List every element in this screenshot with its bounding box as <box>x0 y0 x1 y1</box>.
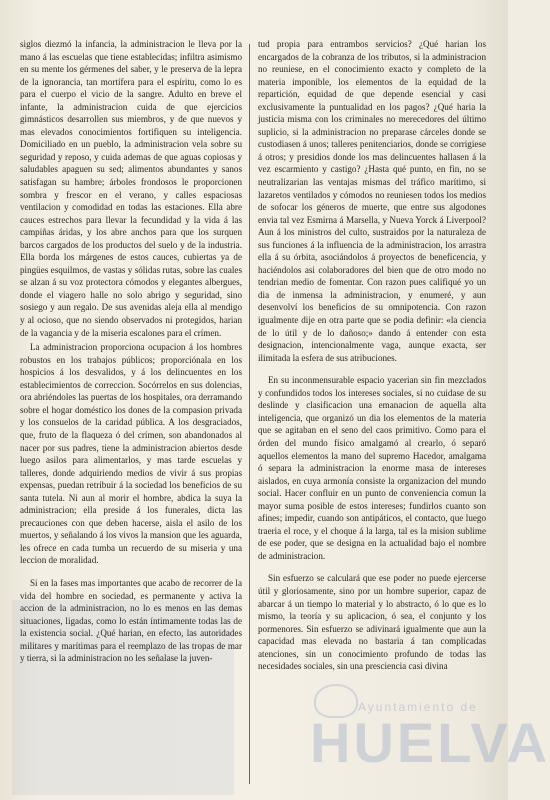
left-paragraph-3: Si en la fases mas importantes que acabo de recorrer de la vida del hombre en sociedad, es permanente y activa la accion de la administracion, no lo es menos en las demas situaciones, ligadas, como lo están íntimamente todas las de la existencia social. ¿Qué harian, en efecto, las autoridades militares y marítimas para el reemplazo de las tropas de mar y tierra, si la administracion no les señalase la juven- <box>20 577 242 664</box>
column-divider <box>249 44 250 784</box>
right-paragraph-1: tud propia para entrambos servicios? ¿Qué harian los encargados de la cobranza de los tributos, si la administracion no reuniese, en el conocimiento exacto y completo de la materia imponible, los elementos de la equidad de la repartición, equidad de que depende esencial y casi exclusivamente la puntualidad en los pagos? ¿Qué haria la justicia misma con los criminales no merecedores del último suplicio, si la administracion no preparase cárceles donde se custodiasen á unos; talleres penitenciarios, donde se corrigiese á otros; y presidios donde los mas delincuentes hallasen á la vez escarmiento y castigo? ¿Hasta qué punto, en fin, no se neutralizarian las ventajas mismas del tráfico marítimo, si lazaretos ventilados y cómodos no reuniesen todos los medios de sofocar los géneros de muerte, que entre sus algodones envia tal vez Esmirna á Marsella, y Nueva Yorck á Liverpool? Aun á los ministros del culto, sustraidos por la naturaleza de sus funciones á la influencia de la administracion, los arrastra ella á su órbita, asociándolos á proyectos de beneficencia, y haciéndolos asi colaboradores del bien que de otro modo no tendrian medio de fomentar. Con razon pues califiqué yo un dia de inmensa la administracion, y enumeré, y aun desenvolví los beneficios de su omnipotencia. Con razon igualmente dije en otra parte que se podia definir: «la ciencia de lo útil y de lo dañoso;» dando á entender con esta designacion, intencionalmente vaga, aunque exacta, ser ilimitada la esfera de sus atribuciones. <box>258 39 486 363</box>
right-paragraph-3: Sin esfuerzo se calculará que ese poder no puede ejercerse útil y gloriosamente, sino por un hombre superior, capaz de abarcar á un tiempo lo material y lo abstracto, ó lo que es lo mismo, la teoría y su aplicacion, ó sea, el conjunto y los pormenores. Sin esfuerzo se adivinará igualmente que aun la capacidad mas elevada no bastaria á tan complicadas atenciones, sin un conocimiento profundo de todas las necesidades sociales, sin una presciencia casi divina <box>258 573 486 672</box>
watermark-seal-icon <box>314 684 358 718</box>
watermark-big-text: HUELVA <box>310 711 550 774</box>
right-column <box>258 38 486 673</box>
left-paragraph-2: La administracion proporciona ocupacion á los hombres robustos en los trabajos públicos; proporciónala en los hospicios á los desvalidos, y á los delincuentes en los establecimientos de correccion. Socórrelos en sus dolencias, ora abriéndoles las puertas de los hospitales, ora derramando sobre el hogar doméstico los dones de la compasion privada y los consuelos de la caridad pública. A los desgraciados, que, fruto de la flaqueza ó del crímen, son abandonados al nacer por sus padres, tiene la administracion abiertos desde luego asilos para alimentarlos, y mas tarde escuelas y talleres, donde adquiriendo medios de vivir á sus propias expensas, puedan retribuir á la sociedad los beneficios de su santa tutela. Ni aun al morir el hombre, abdica la suya la administracion; ella preside á los funerales, dicta las precauciones con que deben hacerse, aisla el asilo de los muertos, y señalando á los vivos la mansion que les aguarda, les ofrece en cada tumba un recuerdo de su miseria y una leccion de moralidad. <box>20 342 242 566</box>
watermark-logo <box>300 692 550 792</box>
watermark-small-text: Ayuntamiento de <box>358 700 478 714</box>
right-paragraph-2: En su inconmensurable espacio yacerian sin fin mezclados y confundidos todos los intereses sociales, si no cuidase de su deslinde y clasificacion una emanacion de aquella alta inteligencia, que organizó un dia los elementos de la materia que se agitaban en el seno del caos primitivo. Como para el órden del mundo físico amalgamó al crearlo, ó separó aquellos elementos la mano del supremo Hacedor, amalgama ó separa la administracion la enorme masa de intereses aislados, en cuya armonía consiste la organizacion del mundo social. Hacer confluir en un punto de conveniencia comun la mayor suma posible de estos intereses; fundirlos cuanto son afines; impedir, cuando son antipáticos, el contacto, que luego traeria el roce, y el choque á la larga, tal es la mision sublime de ese poder, que se designa en la actualidad bajo el nombre de administracion. <box>258 375 486 561</box>
left-paragraph-1: siglos diezmó la infancia, la administracion le lleva por la mano á las escuelas que tiene establecidas; infiltra asimismo en su mente los gérmenes del saber, y le preserva de la lepra de la ignorancia, tan mortífera para el espíritu, como lo es para el cuerpo el vicio de la sangre. Adulto en breve el infante, la administracion cuida de que ejercicios gimnásticos desarrollen sus miembros, y de que nuevos y mas elevados conocimientos fortifiquen su inteligencia. Domiciliado en un pueblo, la administracion vela sobre su seguridad y reposo, y cuida ademas de que aguas copiosas y saludables apaguen su sed; alimentos abundantes y sanos satisfagan su hambre; árboles frondosos le proporcionen sombra y frescor en el verano, y calles espaciosas ventilacion y comodidad en todas las estaciones. Ella abre cauces estrechos para llevar la fecundidad y la vida á las campiñas áridas, y los abre anchos para que los surquen barcos cargados de los productos del suelo y de la industria. Ella borda los márgenes de estos cauces, cubiertas ya de pingües esquilmos, de vastas y sólidas rutas, sobre las cuales se alzan á su voz protectora cómodos y elegantes albergues, donde el viagero halle no solo abrigo y seguridad, sino sosiego y aun regalo. De sus avenidas aleja ella al mendigo y al ocioso, que no siendo observados ni protegidos, harian de la vagancia y de la miseria escalones para el crímen. <box>20 39 242 338</box>
left-column <box>20 38 242 665</box>
